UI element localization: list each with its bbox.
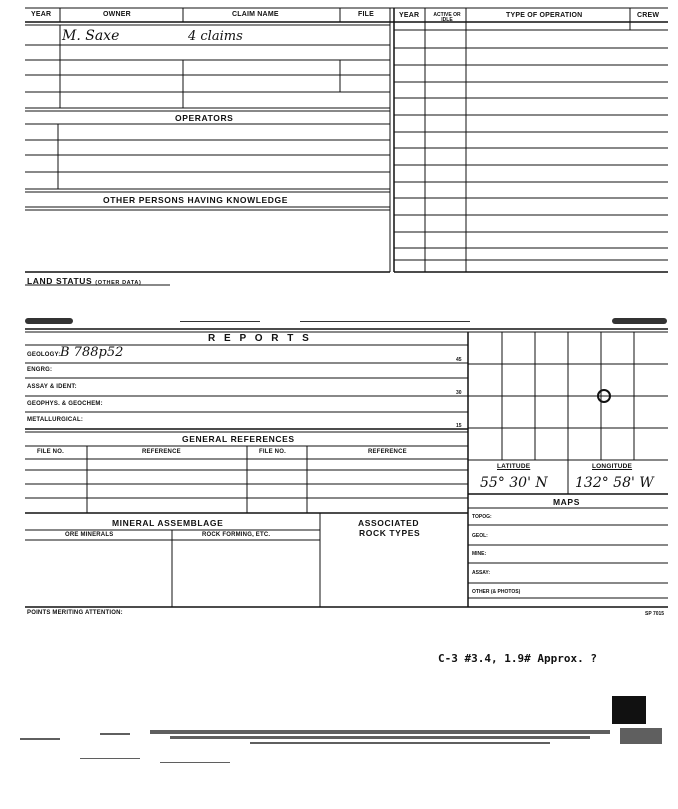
black-mark (612, 696, 646, 724)
latitude-value: 55° 30' N (480, 475, 548, 491)
report-assay-number: 30 (456, 390, 462, 396)
mineral-assemblage-heading: MINERAL ASSEMBLAGE (112, 518, 224, 528)
col-year-2: YEAR (399, 12, 420, 19)
report-geophys-label: GEOPHYS. & GEOCHEM: (27, 401, 103, 407)
longitude-label: LONGITUDE (592, 463, 633, 470)
associated-rock-types-line1: ASSOCIATED (358, 518, 420, 528)
report-geology-value: B 788p52 (60, 345, 124, 360)
ore-minerals-heading: ORE MINERALS (65, 532, 114, 538)
land-status-sub: (OTHER DATA) (95, 280, 142, 286)
reports-heading: R E P O R T S (208, 333, 312, 344)
associated-rock-types-line2: ROCK TYPES (359, 528, 421, 538)
col-crew: CREW (637, 12, 660, 19)
report-geology-label: GEOLOGY: (27, 352, 61, 358)
report-engrg-label: ENGRG: (27, 367, 53, 373)
points-meriting-attention: POINTS MERITING ATTENTION: (27, 610, 123, 616)
land-status-label (27, 276, 141, 286)
col-file: FILE (358, 11, 374, 18)
col-year: YEAR (31, 11, 52, 18)
ref-col-reference: REFERENCE (142, 449, 181, 455)
maps-heading: MAPS (553, 497, 580, 507)
ref-col-file-no-2: FILE NO. (259, 449, 286, 455)
typed-note: C-3 #3.4, 1.9# Approx. ? (438, 652, 597, 665)
land-status-text: LAND STATUS (27, 276, 93, 286)
maps-assay: ASSAY: (472, 570, 491, 576)
report-assay-label: ASSAY & IDENT: (27, 384, 77, 390)
col-claim-name: CLAIM NAME (232, 11, 279, 18)
handwritten-claim: 4 claims (188, 29, 243, 44)
longitude-value: 132° 58' W (575, 475, 654, 491)
report-geology-number: 45 (456, 357, 462, 363)
ref-col-file-no: FILE NO. (37, 449, 64, 455)
maps-other: OTHER (& PHOTOS) (472, 589, 521, 595)
report-metallurgical-label: METALLURGICAL: (27, 417, 84, 423)
ref-col-reference-2: REFERENCE (368, 449, 407, 455)
general-references-heading: GENERAL REFERENCES (182, 434, 295, 444)
col-owner: OWNER (103, 11, 131, 18)
report-metallurgical-number: 15 (456, 423, 462, 429)
col-type-of-operation: TYPE OF OPERATION (506, 12, 583, 19)
rock-forming-heading: ROCK FORMING, ETC. (202, 532, 271, 538)
form-code: SP 7015 (645, 611, 665, 617)
col-active-or-idle: ACTIVE OR IDLE (433, 12, 461, 23)
other-persons-heading: OTHER PERSONS HAVING KNOWLEDGE (103, 195, 289, 205)
maps-mine: MINE: (472, 551, 487, 557)
latitude-label: LATITUDE (497, 463, 531, 470)
operators-heading: OPERATORS (175, 113, 234, 123)
maps-geol: GEOL: (472, 533, 488, 539)
handwritten-owner: M. Saxe (62, 28, 120, 44)
maps-topog: TOPOG: (472, 514, 492, 520)
